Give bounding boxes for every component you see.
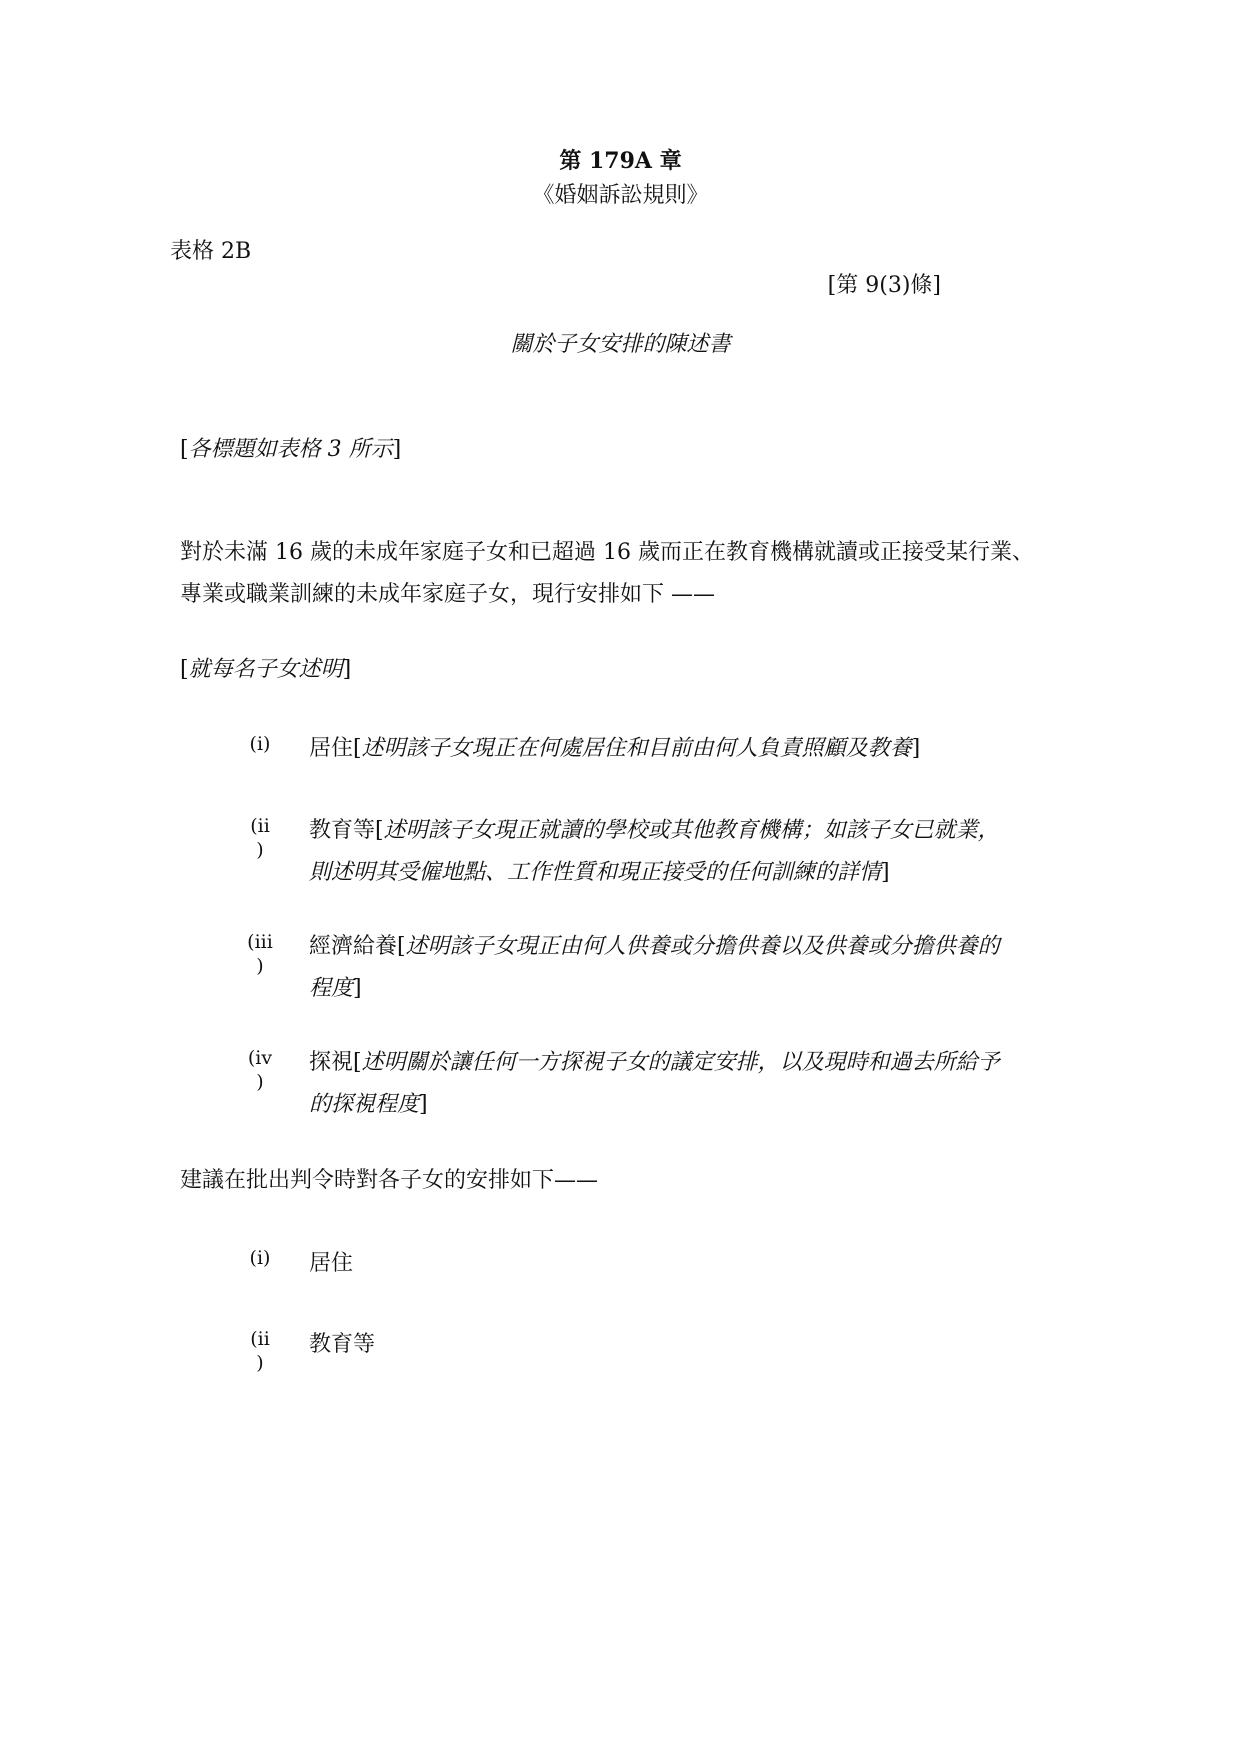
intro-paragraph [180, 532, 1034, 616]
proposed-item-education: 教育等 [309, 1332, 376, 1357]
bracket-open: [ [180, 657, 189, 682]
bracket-close: ] [342, 657, 352, 682]
item-label: 教育等[ [309, 818, 384, 843]
each-child-note [180, 656, 351, 684]
headings-note-text: 各標題如表格 3 所示 [188, 437, 393, 462]
item-instruction: 述明該子女現正由何人供養或分擔供養以及供養或分擔供養的 [405, 934, 1000, 959]
item-number-part: (i) [249, 733, 271, 755]
bracket-close: ] [911, 736, 921, 761]
item-number [240, 930, 280, 978]
ordinance-title: 《婚姻訴訟規則》 [532, 183, 709, 208]
item-instruction-continued: 的探視程度 [309, 1092, 420, 1117]
item-instruction-continued: 則述明其受僱地點、工作性質和現正接受的任何訓練的詳情 [309, 860, 882, 885]
bracket-close: ] [353, 976, 362, 1001]
bracket-close: ] [392, 437, 402, 462]
item-number-part: (ii [250, 815, 270, 837]
item-number-part: ) [256, 839, 264, 861]
item-instruction: 述明關於讓任何一方探視子女的議定安排，以及現時和過去所給予 [361, 1050, 1000, 1075]
form-label: 表格 2B [170, 239, 252, 264]
item-label: 居住[ [309, 736, 362, 761]
each-child-note-text: 就每名子女述明 [188, 657, 343, 682]
current-item-maintenance [309, 926, 1044, 1010]
proposed-intro: 建議在批出判令時對各子女的安排如下—— [180, 1168, 599, 1193]
item-number-part: ) [256, 1352, 264, 1374]
item-number [240, 814, 280, 862]
rule-reference: [第 9(3)條] [827, 273, 941, 298]
item-number-part: (i) [249, 1247, 271, 1269]
item-instruction: 述明該子女現正在何處居住和目前由何人負責照顧及教養 [361, 736, 912, 761]
item-number [240, 732, 280, 756]
bracket-open: [ [180, 437, 189, 462]
item-instruction: 述明該子女現正就讀的學校或其他教育機構；如該子女已就業， [383, 818, 1000, 843]
item-number-part: (iv [247, 1047, 273, 1069]
intro-line: 對於未滿 16 歲的未成年家庭子女和已超過 16 歲而正在教育機構就讀或正接受某行業、 [180, 540, 1034, 565]
headings-note [180, 436, 401, 464]
item-number-part: ) [256, 955, 264, 977]
item-number [240, 1327, 280, 1375]
document-title: 關於子女安排的陳述書 [510, 332, 731, 357]
item-number [240, 1046, 280, 1094]
bracket-close: ] [419, 1092, 428, 1117]
item-number-part: ) [256, 1071, 264, 1093]
item-number [240, 1246, 280, 1270]
current-item-education [309, 810, 1044, 894]
bracket-close: ] [881, 860, 890, 885]
item-instruction-continued: 程度 [309, 976, 354, 1001]
item-label: 經濟給養[ [309, 934, 406, 959]
current-item-residence [309, 728, 1044, 770]
chapter-heading: 第 179A 章 [559, 148, 682, 174]
intro-line: 專業或職業訓練的未成年家庭子女，現行安排如下 —— [180, 582, 715, 607]
item-label: 探視[ [309, 1050, 362, 1075]
item-number-part: (iii [247, 931, 273, 953]
proposed-item-residence: 居住 [309, 1251, 354, 1276]
item-number-part: (ii [250, 1328, 270, 1350]
current-item-access [309, 1042, 1044, 1126]
